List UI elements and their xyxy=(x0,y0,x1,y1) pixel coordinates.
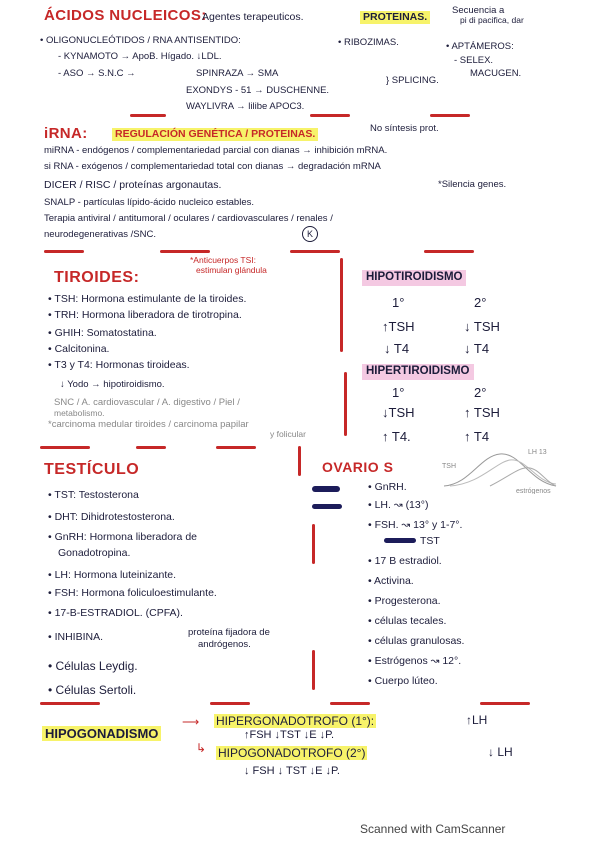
divider-red xyxy=(430,114,470,117)
hipo-r2b: ↓ T4 xyxy=(464,341,490,356)
vertical-divider xyxy=(312,524,315,564)
waylivra-line: WAYLIVRA → lilibe APOC3. xyxy=(186,101,305,112)
hipogonadismo-title: HIPOGONADISMO xyxy=(42,726,161,741)
arrow-hipo: ↳ xyxy=(196,741,207,755)
irna-title: iRNA: xyxy=(44,125,88,142)
testiculo-proteina-1: proteína fijadora de xyxy=(188,627,270,638)
divider-red xyxy=(130,114,166,117)
tiroides-item: • TRH: Hormona liberadora de tirotropina. xyxy=(48,310,242,321)
testiculo-proteina-2: andrógenos. xyxy=(198,639,251,650)
ribozimas: • RIBOZIMAS. xyxy=(338,37,399,48)
divider-red xyxy=(40,446,90,449)
irna-silencia: *Silencia genes. xyxy=(438,179,507,190)
hipogonadotrofo-label: HIPOGONADOTROFO (2°) xyxy=(218,746,366,760)
tiroides-note-1: *Anticuerpos TSI: xyxy=(190,255,256,265)
spinraza-line: SPINRAZA → SMA xyxy=(196,68,279,79)
hipergonadotrofo-label: HIPERGONADOTROFO (1°): xyxy=(216,714,375,728)
irna-line-2: si RNA - exógenos / complementariedad total con dianas → degradación mRNA xyxy=(44,161,381,172)
hipo-r2a: ↓ T4 xyxy=(384,341,410,356)
testiculo-item: • TST: Testosterona xyxy=(48,490,139,501)
ovarios-item: • GnRH. xyxy=(368,482,407,493)
hipotiroidismo-title: HIPOTIROIDISMO xyxy=(362,270,466,286)
vertical-divider xyxy=(344,372,347,436)
testiculo-gonadotropina: Gonadotropina. xyxy=(58,547,131,559)
graph-label: TSH xyxy=(442,463,456,470)
arrow-hiper: ⟶ xyxy=(182,715,200,729)
divider-red xyxy=(210,702,250,705)
hiper-r2a: ↑ T4. xyxy=(382,429,411,444)
hipo-col-1: 1° xyxy=(392,295,405,310)
testiculo-item: • GnRH: Hormona liberadora de xyxy=(48,532,197,543)
oligo-line: • OLIGONUCLEÓTIDOS / RNA ANTISENTIDO: xyxy=(40,35,241,46)
ovarios-item: • Cuerpo lúteo. xyxy=(368,676,438,687)
tiroides-carcinoma-2: y folicular xyxy=(270,429,306,439)
divider-red xyxy=(424,250,474,253)
irna-regulacion: REGULACIÓN GENÉTICA / PROTEINAS. xyxy=(112,128,318,141)
ovarios-title: OVARIO S xyxy=(322,459,394,475)
vertical-divider xyxy=(298,446,301,476)
scribble-mark xyxy=(312,486,340,492)
hiper-r2b: ↑ T4 xyxy=(464,429,490,444)
ovarios-item: • FSH. ↝ 13° y 1-7°. xyxy=(368,520,462,531)
hiper-col-2: 2° xyxy=(474,385,487,400)
ovarios-item: • LH. ↝ (13°) xyxy=(368,500,428,511)
proteinas-label: PROTEINAS. xyxy=(360,11,430,24)
scribble-mark xyxy=(312,504,342,509)
hipergonadotrofo-line: ↑FSH ↓TST ↓E ↓P. xyxy=(244,729,335,741)
testiculo-item: • DHT: Dihidrotestosterona. xyxy=(48,512,175,523)
graph-label: LH 13 xyxy=(528,449,547,456)
irna-line-3: DICER / RISC / proteínas argonautas. xyxy=(44,179,222,191)
hormone-cycle-sketch xyxy=(440,446,560,494)
hiper-col-1: 1° xyxy=(392,385,405,400)
divider-red xyxy=(40,702,100,705)
testiculo-item: • Células Sertoli. xyxy=(48,684,136,696)
tiroides-item: • TSH: Hormona estimulante de la tiroides. xyxy=(48,294,246,305)
circled-mark: K xyxy=(302,225,318,242)
tiroides-yodo: ↓ Yodo → hipotiroidismo. xyxy=(60,379,165,390)
divider-red xyxy=(330,702,370,705)
tiroides-item: • GHIH: Somatostatina. xyxy=(48,328,157,339)
divider-red xyxy=(136,446,166,449)
ovarios-item: • Estrógenos ↝ 12°. xyxy=(368,656,461,667)
tiroides-note-2: estimulan glándula xyxy=(196,265,267,275)
testiculo-item: • 17-B-ESTRADIOL. (CPFA). xyxy=(48,608,183,619)
tiroides-snc-1: SNC / A. cardiovascular / A. digestivo / Piel / xyxy=(54,397,240,408)
irna-line-4: SNALP - partículas lípido-ácido nucleico estables. xyxy=(44,197,254,208)
ovarios-item: • células tecales. xyxy=(368,616,446,627)
hipogonadotrofo-lh: ↓ LH xyxy=(488,745,513,759)
acidos-subtitle: Agentes terapeuticos. xyxy=(202,11,304,23)
ovarios-item: • Progesterona. xyxy=(368,596,441,607)
hipo-r1b: ↓ TSH xyxy=(464,319,500,334)
scribble-mark xyxy=(384,538,416,543)
macugen: MACUGEN. xyxy=(470,68,522,79)
divider-red xyxy=(160,250,210,253)
divider-red xyxy=(216,446,256,449)
testiculo-item: • FSH: Hormona foliculoestimulante. xyxy=(48,588,217,599)
secuencia-note-2: pi di pacifica, dar xyxy=(460,15,524,25)
testiculo-item: • INHIBINA. xyxy=(48,632,103,643)
aptameros: • APTÁMEROS: xyxy=(446,41,514,52)
ovarios-item: • 17 B estradiol. xyxy=(368,556,442,567)
hiper-r1a: ↓TSH xyxy=(382,405,415,420)
vertical-divider xyxy=(340,258,343,352)
vertical-divider xyxy=(312,650,315,690)
hipertiroidismo-title: HIPERTIROIDISMO xyxy=(362,364,474,380)
selex: - SELEX. xyxy=(454,55,494,66)
irna-line-1: miRNA - endógenos / complementariedad parcial con dianas → inhibición mRNA. xyxy=(44,145,388,156)
aso-line: - ASO → S.N.C → xyxy=(58,68,136,79)
kynamoto-line: - KYNAMOTO → ApoB. Hígado. ↓LDL. xyxy=(58,51,222,62)
testiculo-title: TESTÍCULO xyxy=(44,461,140,478)
hipergonadotrofo-lh: ↑LH xyxy=(466,713,488,727)
irna-line-6: neurodegenerativas /SNC. xyxy=(44,229,156,240)
hiper-r1b: ↑ TSH xyxy=(464,405,500,420)
hipo-col-2: 2° xyxy=(474,295,487,310)
testiculo-item: • LH: Hormona luteinizante. xyxy=(48,570,176,581)
hipo-r1a: ↑TSH xyxy=(382,319,415,334)
testiculo-item: • Células Leydig. xyxy=(48,660,138,672)
ovarios-item: • células granulosas. xyxy=(368,636,464,647)
divider-red xyxy=(480,702,530,705)
divider-red xyxy=(44,250,84,253)
graph-label: estrógenos xyxy=(516,488,551,494)
tiroides-title: TIROIDES: xyxy=(54,269,140,286)
ovarios-item: • Activina. xyxy=(368,576,414,587)
tiroides-item: • T3 y T4: Hormonas tiroideas. xyxy=(48,360,190,371)
secuencia-note: Secuencia a xyxy=(452,5,505,16)
scanner-footer: Scanned with CamScanner xyxy=(360,822,506,836)
tiroides-item: • Calcitonina. xyxy=(48,344,109,355)
tiroides-carcinoma-1: *carcinoma medular tiroides / carcinoma papilar xyxy=(48,419,249,430)
exondys-line: EXONDYS - 51 → DUSCHENNE. xyxy=(186,85,330,96)
irna-nosintesis: No síntesis prot. xyxy=(370,123,439,134)
tiroides-snc-2: metabolismo. xyxy=(54,408,105,418)
irna-line-5: Terapia antiviral / antitumoral / oculares / cardiovasculares / renales / xyxy=(44,213,333,224)
acidos-title: ÁCIDOS NUCLEICOS: xyxy=(44,7,207,24)
hipogonadotrofo-line: ↓ FSH ↓ TST ↓E ↓P. xyxy=(244,765,340,777)
divider-red xyxy=(290,250,340,253)
ovarios-item: TST xyxy=(420,535,440,547)
divider-red xyxy=(310,114,350,117)
splicing: } SPLICING. xyxy=(386,75,439,86)
